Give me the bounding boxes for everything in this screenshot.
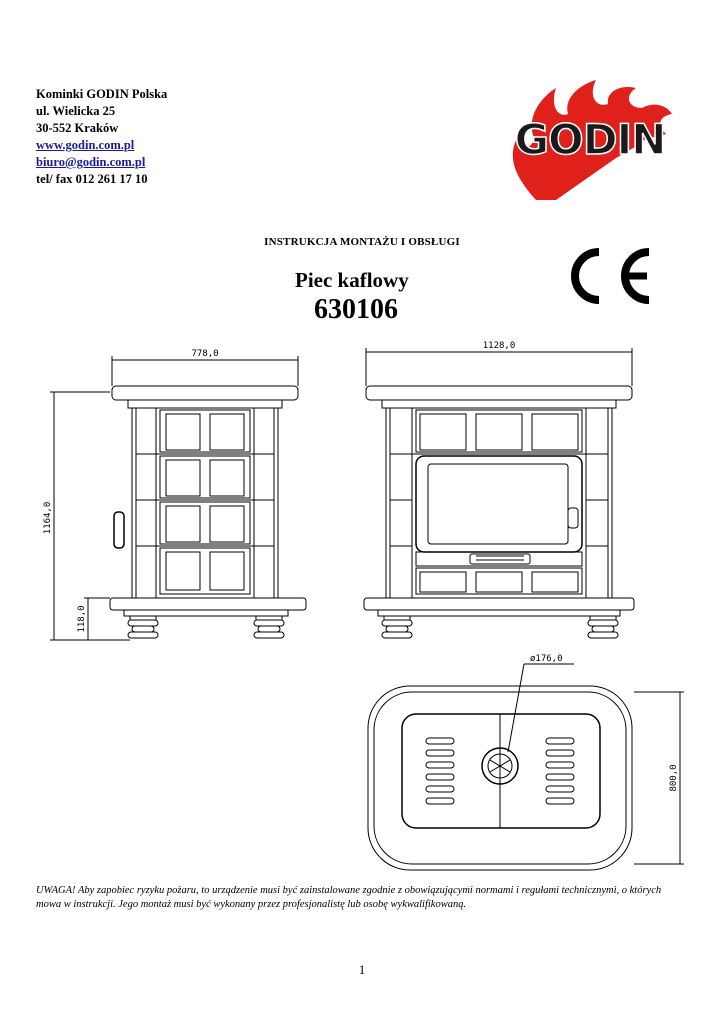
product-model: 630106	[314, 294, 398, 325]
dim-flue-diameter: ø176,0	[530, 654, 563, 664]
dim-depth: 800,0	[669, 764, 679, 792]
phone-fax: tel/ fax 012 261 17 10	[36, 172, 148, 186]
safety-warning: UWAGA! Aby zapobiec ryzyku pożaru, to urządzenie musi być zainstalowane zgodnie z obowiązującymi normami i regułami technicznymi, o których mowa w instrukcji. Jego montaż musi być wykonany przez profesjonalistę lub osobę wykwalifikowaną.	[36, 885, 662, 910]
dim-front-width: 1128,0	[482, 341, 516, 351]
dim-total-height: 1164,0	[43, 501, 53, 535]
dim-side-width: 778,0	[191, 349, 219, 359]
website-link[interactable]: www.godin.com.pl	[36, 138, 135, 152]
street-address: ul. Wielicka 25	[36, 104, 116, 118]
document-subtitle: INSTRUKCJA MONTAŻU I OBSŁUGI	[264, 236, 460, 248]
company-name: Kominki GODIN Polska	[36, 87, 168, 101]
top-view-drawing	[368, 664, 684, 870]
product-title: Piec kaflowy	[295, 268, 409, 292]
dim-leg-height: 118,0	[77, 605, 87, 633]
page-number: 1	[358, 962, 366, 977]
side-view-drawing	[50, 356, 306, 640]
logo-text: GODIN	[514, 115, 666, 164]
front-view-drawing	[364, 348, 634, 638]
city-address: 30-552 Kraków	[36, 121, 119, 135]
email-link[interactable]: biuro@godin.com.pl	[36, 155, 146, 169]
